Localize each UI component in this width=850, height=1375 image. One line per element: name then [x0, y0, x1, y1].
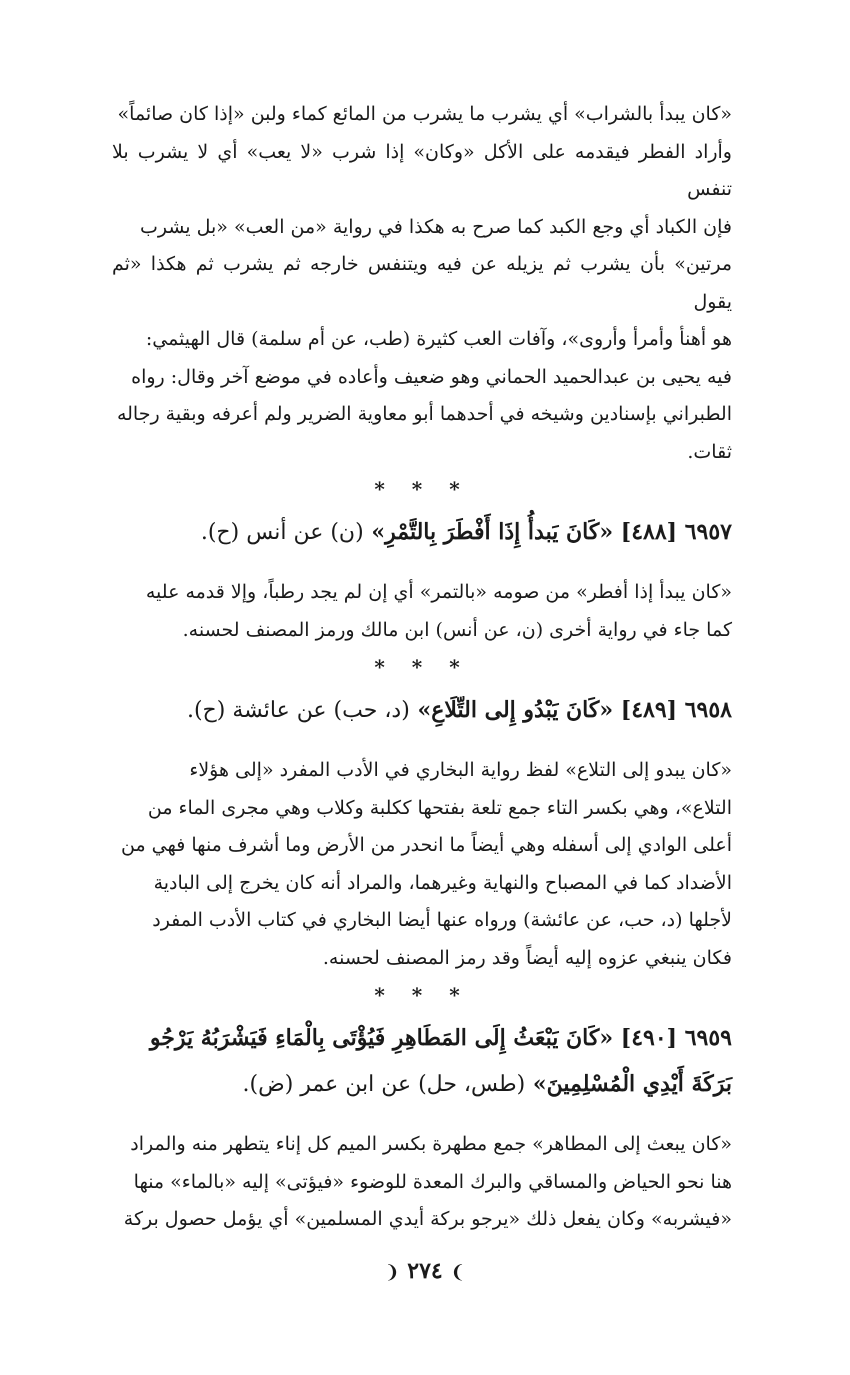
text-line: ثقات. [687, 440, 732, 463]
commentary-block-1 [112, 96, 732, 471]
section-separator: * * * [374, 477, 470, 501]
text-line: فإن الكباد أي وجع الكبد كما صرح به هكذا في رواية «من العب» «بل يشرب [139, 215, 732, 238]
commentary-block-3 [112, 752, 732, 977]
page-number: ٢٧٤ [407, 1258, 443, 1284]
hadith-heading-6957 [112, 509, 732, 556]
text-line: هو أهنأ وأمرأ وأروى»، وآفات العب كثيرة (طب، عن أم سلمة) قال الهيثمي: [145, 328, 732, 350]
text-line: «كان يبدأ بالشراب» أي يشرب ما يشرب من المائع كماء ولبن «إذا كان صائماً» [117, 103, 732, 125]
text-line: لأجلها (د، حب، عن عائشة) ورواه عنها أيضا البخاري في كتاب الأدب المفرد [152, 909, 732, 931]
hadith-heading-6959 [112, 1015, 732, 1108]
text-line: «كان يبدأ إذا أفطر» من صومه «بالتمر» أي إن لم يجد رطباً، وإلا قدمه عليه [145, 581, 732, 603]
page-content [112, 96, 732, 1239]
page-number-footer [0, 1258, 850, 1284]
text-line: «كان يبدو إلى التلاع» لفظ رواية البخاري في الأدب المفرد «إلى هؤلاء [189, 759, 732, 781]
hadith-number: ٦٩٥٩ [٤٩٠] [620, 1025, 732, 1051]
hadith-number: ٦٩٥٨ [٤٨٩] [620, 697, 732, 723]
text-line: الأضداد كما في المصباح والنهاية وغيرهما، والمراد أنه كان يخرج إلى البادية [153, 871, 732, 894]
hadith-number: ٦٩٥٧ [٤٨٨] [620, 519, 732, 545]
hadith-text: «كَانَ يَبدأُ إِذَا أَفْطَرَ بِالتَّمْرِ» [371, 519, 614, 545]
section-separator: * * * [374, 655, 470, 679]
text-line: أعلى الوادي إلى أسفله وهي أيضاً ما انحدر من الأرض وما أشرف منها فهي من [121, 834, 732, 856]
hadith-reference: (د، حب) عن عائشة (ح). [186, 698, 410, 723]
text-line: مرتين» بأن يشرب ثم يزيله عن فيه ويتنفس خارجه ثم يشرب ثم هكذا «ثم يقول [112, 253, 732, 313]
hadith-text: «كَانَ يَبْعَثُ إِلَى المَطَاهِرِ فَيُؤْتَى بِالْمَاءِ فَيَشْرَبُهُ يَرْجُو بَرَكَةَ أَيْدِي الْمُسْلِمِينَ» [149, 1025, 732, 1097]
hadith-reference: (طس، حل) عن ابن عمر (ض). [242, 1072, 526, 1097]
text-line: فيه يحيى بن عبدالحميد الحماني وهو ضعيف وأعاده في موضع آخر وقال: رواه [131, 365, 732, 388]
ornament-left-icon: ❨ [384, 1262, 400, 1283]
text-line: الطبراني بإسنادين وشيخه في أحدهما أبو معاوية الضرير ولم أعرفه وبقية رجاله [116, 403, 732, 425]
text-line: التلاع»، وهي بكسر التاء جمع تلعة بفتحها ككلبة وكلاب وهي مجرى الماء من [147, 796, 732, 819]
section-separator: * * * [374, 983, 470, 1007]
ornament-right-icon: ❩ [450, 1262, 466, 1283]
hadith-heading-6958 [112, 687, 732, 734]
text-line: كما جاء في رواية أخرى (ن، عن أنس) ابن مالك ورمز المصنف لحسنه. [182, 618, 732, 641]
text-line: هنا نحو الحياض والمساقي والبرك المعدة للوضوء «فيؤتى» إليه «بالماء» منها [133, 1170, 732, 1193]
commentary-block-2 [112, 574, 732, 649]
commentary-block-4 [112, 1126, 732, 1239]
text-line: وأراد الفطر فيقدمه على الأكل «وكان» إذا شرب «لا يعب» أي لا يشرب بلا تنفس [112, 140, 732, 200]
text-line: فكان ينبغي عزوه إليه أيضاً وقد رمز المصنف لحسنه. [322, 946, 732, 969]
text-line: «فيشربه» وكان يفعل ذلك «يرجو بركة أيدي المسلمين» أي يؤمل حصول بركة [123, 1208, 732, 1230]
hadith-text: «كَانَ يَبْدُو إِلى التِّلَاعِ» [417, 697, 614, 723]
hadith-reference: (ن) عن أنس (ح). [200, 520, 364, 545]
text-line: «كان يبعث إلى المطاهر» جمع مطهرة بكسر الميم كل إناء يتطهر منه والمراد [130, 1133, 732, 1155]
